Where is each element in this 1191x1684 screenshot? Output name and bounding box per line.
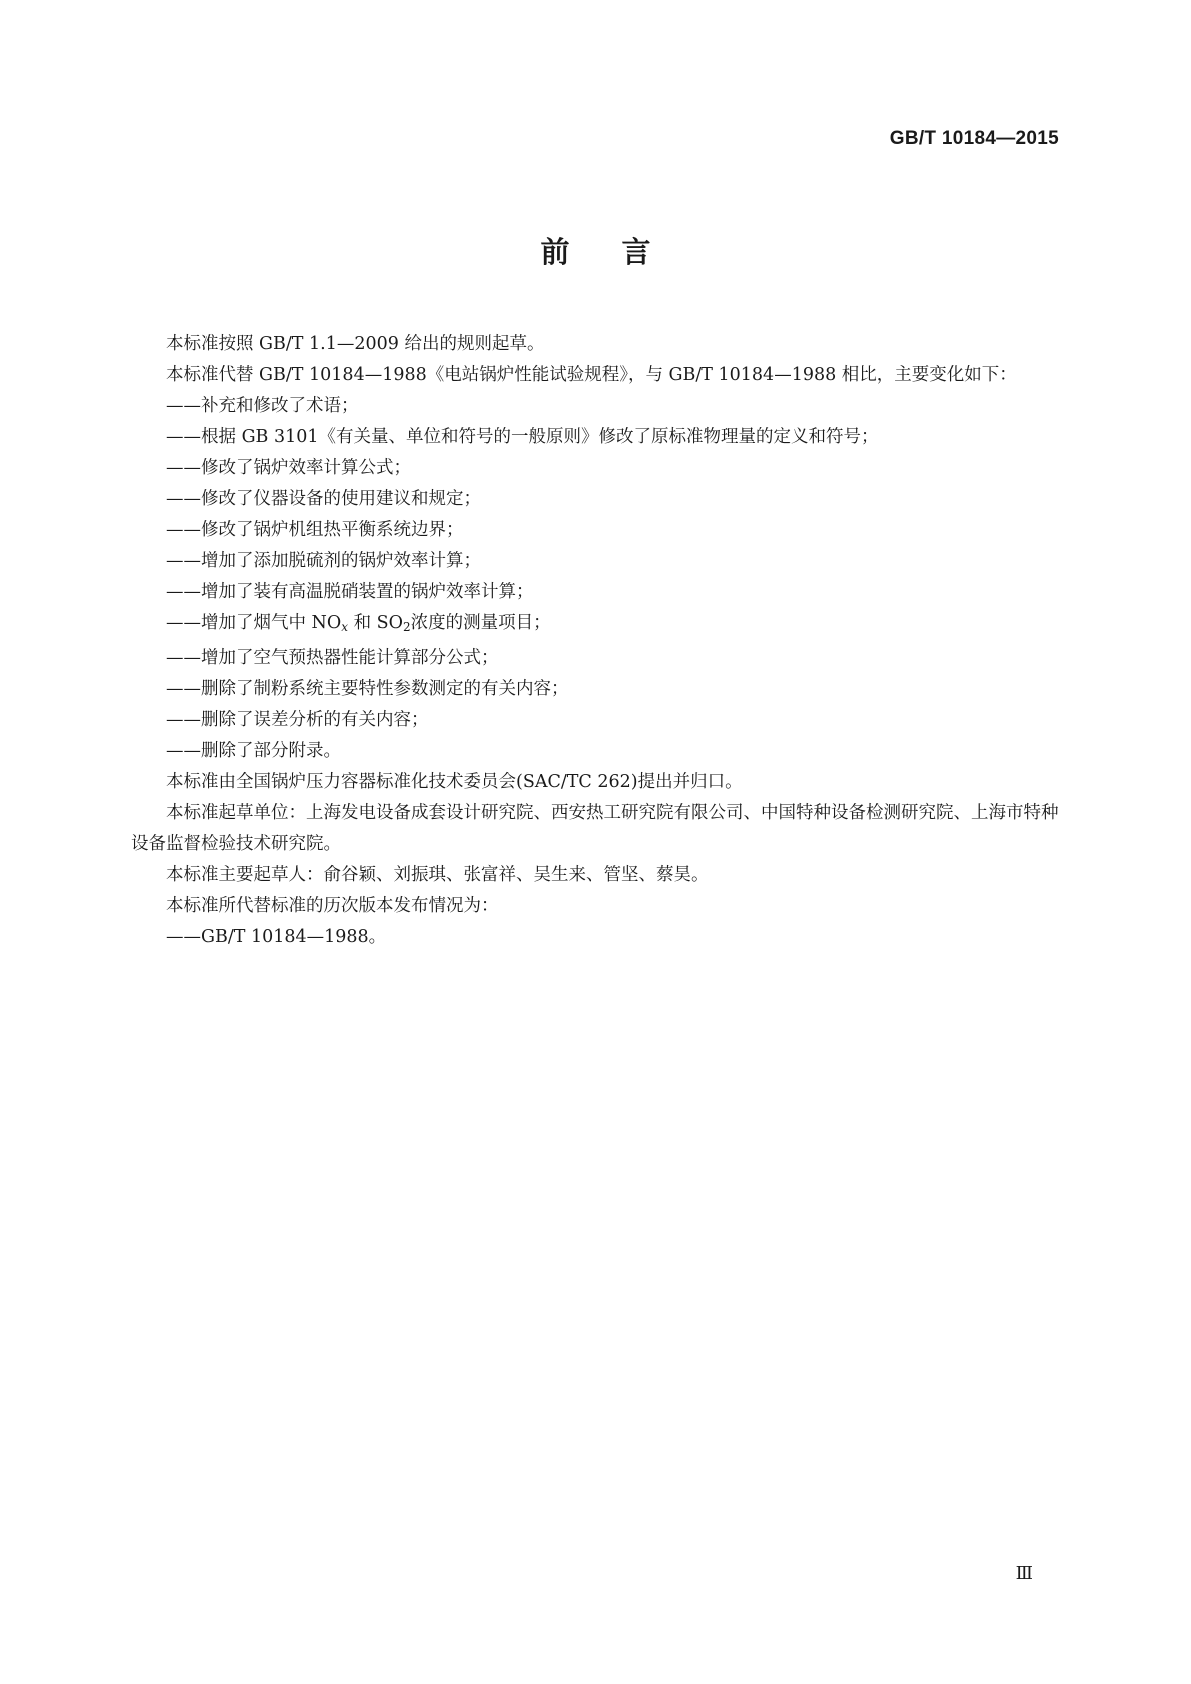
paragraph-proposer: 本标准由全国锅炉压力容器标准化技术委员会(SAC/TC 262)提出并归口。 — [166, 772, 743, 792]
list-item-nox-so2: ——增加了烟气中 $NO_x$ 和 $SO_2$浓度的测量项目； — [166, 613, 551, 634]
list-item: ——删除了误差分析的有关内容； — [166, 710, 429, 730]
dash: —— — [166, 679, 201, 699]
dash: —— — [166, 458, 201, 478]
list-item: ——修改了仪器设备的使用建议和规定； — [166, 489, 481, 509]
list-item: ——修改了锅炉效率计算公式； — [166, 458, 411, 478]
paragraph-history: 本标准所代替标准的历次版本发布情况为： — [166, 896, 499, 916]
dash: —— — [166, 613, 201, 633]
list-item: ——增加了空气预热器性能计算部分公式； — [166, 648, 499, 668]
dash: —— — [166, 710, 201, 730]
list-item: ——删除了制粉系统主要特性参数测定的有关内容； — [166, 679, 569, 699]
list-item: ——删除了部分附录。 — [166, 741, 341, 761]
history-item: ——GB/T 10184—1988。 — [166, 927, 387, 947]
dash: —— — [166, 927, 201, 947]
nox-subscript: x — [341, 620, 349, 634]
dash: —— — [166, 551, 201, 571]
dash: —— — [166, 520, 201, 540]
list-item: ——增加了装有高温脱硝装置的锅炉效率计算； — [166, 582, 534, 602]
dash: —— — [166, 582, 201, 602]
page-title: 前言 — [540, 235, 703, 269]
list-item: ——修改了锅炉机组热平衡系统边界； — [166, 520, 464, 540]
dash: —— — [166, 396, 201, 416]
paragraph-drafters: 本标准主要起草人：俞谷颖、刘振琪、张富祥、吴生来、管坚、蔡昊。 — [166, 865, 709, 885]
so2-subscript: 2 — [402, 620, 411, 634]
paragraph-drafting-units: 本标准起草单位：上海发电设备成套设计研究院、西安热工研究院有限公司、中国特种设备检测研究院、上海市特种设备监督检验技术研究院。 — [131, 803, 1059, 854]
page-number: Ⅲ — [1015, 1563, 1033, 1583]
dash: —— — [166, 489, 201, 509]
list-item: ——补充和修改了术语； — [166, 396, 359, 416]
dash: —— — [166, 427, 201, 447]
paragraph-replacement: 本标准代替 GB/T 10184—1988《电站锅炉性能试验规程》，与 GB/T 10184—1988 相比，主要变化如下： — [166, 365, 1017, 385]
foreword-body — [131, 329, 1061, 953]
list-item: ——增加了添加脱硫剂的锅炉效率计算； — [166, 551, 481, 571]
dash: —— — [166, 741, 201, 761]
paragraph-drafting-rules: 本标准按照 GB/T 1.1—2009 给出的规则起草。 — [166, 334, 545, 354]
standard-number: GB/T 10184—2015 — [889, 128, 1059, 149]
list-item: ——根据 GB 3101《有关量、单位和符号的一般原则》修改了原标准物理量的定义和符号； — [166, 427, 879, 447]
dash: —— — [166, 648, 201, 668]
